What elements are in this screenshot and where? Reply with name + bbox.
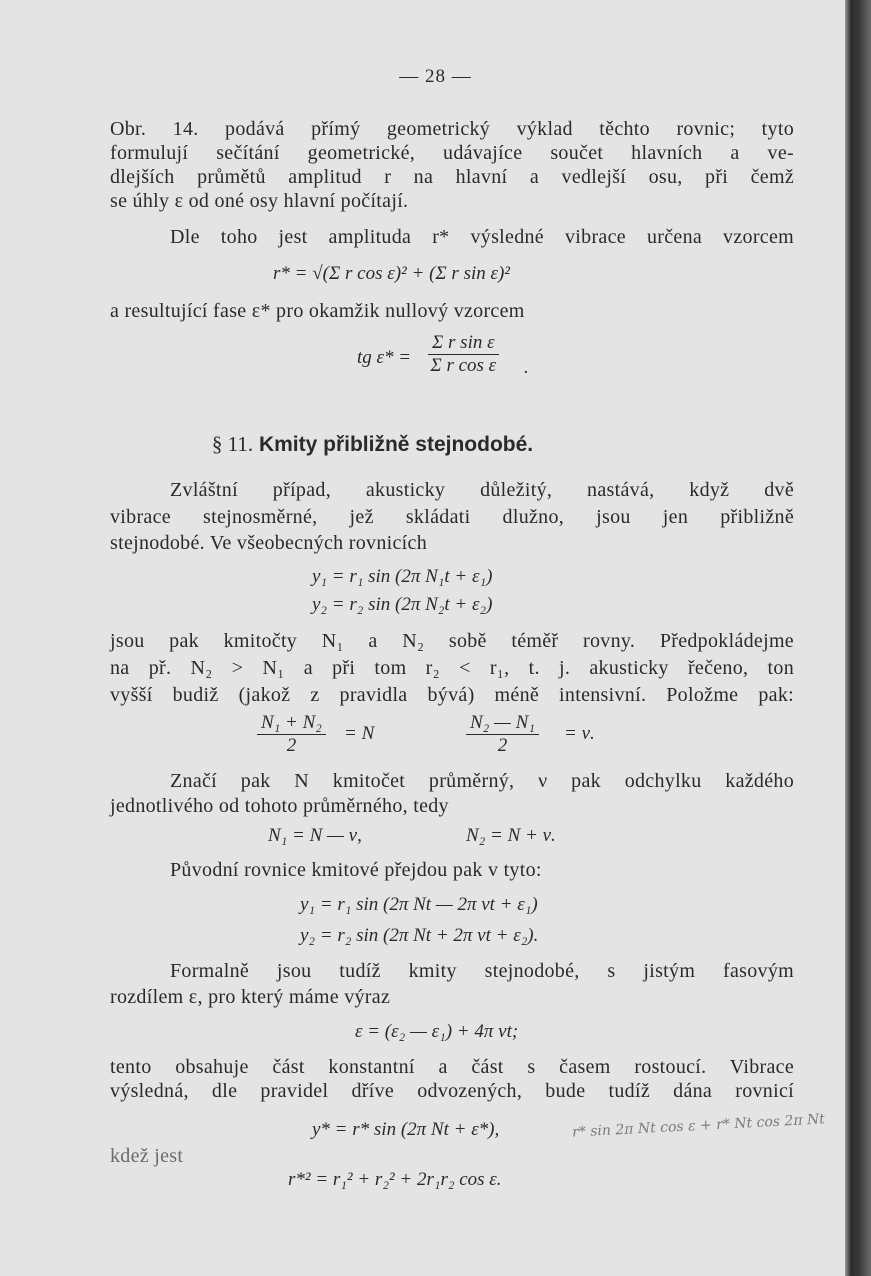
text-line: jsou pak kmitočty N₁ a N₂ sobě téměř rovny. Předpokládejme [110, 630, 794, 652]
equation-y1-transformed: y₁ = r₁ sin (2π Nt — 2π νt + ε₁) [300, 894, 538, 915]
fraction-denominator: Σ r cos ε [430, 355, 497, 376]
fraction-numerator: N₁ + N₂ [257, 712, 326, 735]
page-binding-edge [845, 0, 871, 1276]
equation-resultant: y* = r* sin (2π Nt + ε*), [312, 1119, 500, 1140]
text-line: stejnodobé. Ve všeobecných rovnicích [110, 532, 428, 554]
equation-phase-difference: ε = (ε₂ — ε₁) + 4π νt; [355, 1021, 519, 1042]
fraction-numerator: N₂ — N₁ [466, 712, 539, 735]
equation-n2: N₂ = N + ν. [466, 825, 556, 846]
equation-n1: N₁ = N — ν, [268, 825, 362, 846]
text-line: kdež jest [110, 1145, 184, 1167]
text-line: na př. N₂ > N₁ a při tom r₂ < r₁, t. j. akusticky řečeno, ton [110, 657, 794, 679]
fraction-denominator: 2 [286, 735, 297, 756]
page-number: — 28 — [399, 66, 472, 87]
fraction-numerator: Σ r sin ε [428, 332, 499, 355]
text-line: vyšší budiž (jakož z pravidla bývá) méně intensivní. Položme pak: [110, 684, 794, 706]
text-line: vibrace stejnosměrné, jež skládati dlužno, jsou jen přibližně [110, 506, 794, 528]
equation-y2: y₂ = r₂ sin (2π N₂t + ε₂) [312, 594, 493, 615]
text-line: Značí pak N kmitočet průměrný, ν pak odchylku každého [170, 770, 794, 792]
handwritten-annotation: r* sin 2π Nt cos ε + r* Nt cos 2π Nt [571, 1111, 826, 1141]
text-line: Zvláštní případ, akusticky důležitý, nastává, když dvě [170, 479, 794, 501]
equation-end: . [524, 357, 529, 378]
text-line: výsledná, dle pravidel dříve odvozených, bude tudíž dána rovnicí [110, 1080, 794, 1102]
equation-phase-lhs: tg ε* = [357, 347, 412, 368]
text-line: rozdílem ε, pro který máme výraz [110, 986, 391, 1008]
equation-y1: y₁ = r₁ sin (2π N₁t + ε₁) [312, 566, 493, 587]
section-title: Kmity přibližně stejnodobé. [258, 433, 534, 456]
text-line: Formalně jsou tudíž kmity stejnodobé, s jistým fasovým [170, 960, 794, 982]
text-line: dlejších průmětů amplitud r na hlavní a vedlejší osu, při čemž [110, 166, 794, 188]
text-line: tento obsahuje část konstantní a část s časem rostoucí. Vibrace [110, 1056, 794, 1078]
fraction-deviation [466, 712, 539, 757]
text-line: jednotlivého od tohoto průměrného, tedy [110, 795, 449, 817]
text-line: se úhly ε od oné osy hlavní počítají. [110, 190, 409, 212]
equation-phase-fraction [428, 332, 499, 377]
text-line: Původní rovnice kmitové přejdou pak v tyto: [170, 859, 542, 881]
text-line: formulují sečítání geometrické, udávajíce součet hlavních a ve- [110, 142, 794, 164]
fraction-denominator: 2 [497, 735, 508, 756]
text-line: Dle toho jest amplituda r* výsledné vibrace určena vzorcem [170, 226, 794, 248]
equation-y2-transformed: y₂ = r₂ sin (2π Nt + 2π νt + ε₂). [300, 925, 539, 946]
text-line: Obr. 14. podává přímý geometrický výklad těchto rovnic; tyto [110, 118, 794, 140]
equation-rhs: = ν. [564, 723, 595, 744]
equation-rhs: = N [344, 723, 375, 744]
section-number: § 11. [211, 432, 254, 456]
section-heading [0, 432, 745, 457]
fraction-mean-frequency [257, 712, 326, 757]
equation-amplitude: r* = √(Σ r cos ε)² + (Σ r sin ε)² [273, 263, 511, 284]
equation-resultant-amplitude: r*² = r₁² + r₂² + 2r₁r₂ cos ε. [288, 1169, 502, 1190]
text-line: a resultující fase ε* pro okamžik nullový vzorcem [110, 300, 525, 322]
